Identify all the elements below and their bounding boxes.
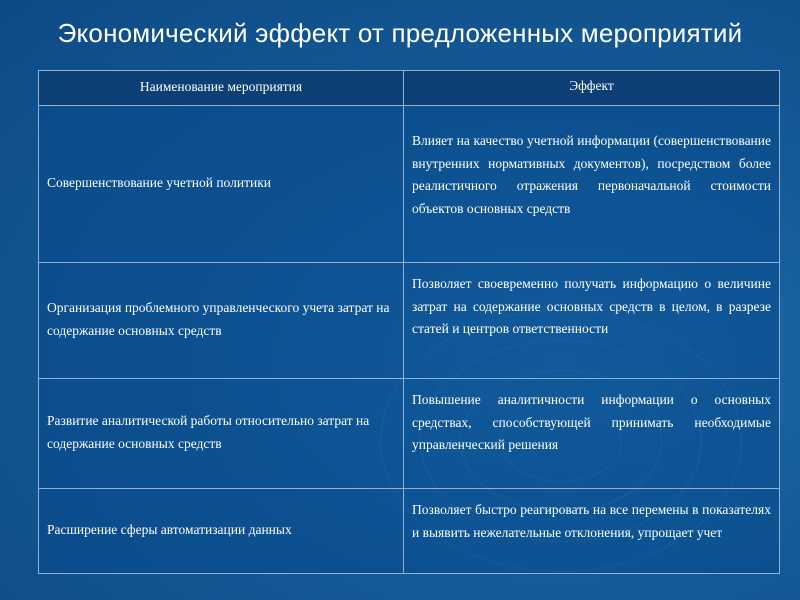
table-row xyxy=(39,378,779,488)
measure-cell: Развитие аналитической работы относительно затрат на содержание основных средств xyxy=(39,379,404,488)
header-effect: Эффект xyxy=(569,77,614,93)
table-header-row xyxy=(39,71,779,105)
measure-cell: Организация проблемного управленческого учета затрат на содержание основных средств xyxy=(39,263,404,378)
slide-title: Экономический эффект от предложенных мероприятий xyxy=(57,18,743,48)
table-row xyxy=(39,262,779,378)
effect-cell: Позволяет быстро реагировать на все перемены в показателях и выявить нежелательные отклонения, упрощает учет xyxy=(412,502,771,540)
effect-cell: Позволяет своевременно получать информацию о величине затрат на содержание основных средств в целом, в разрезе статей и центров ответственности xyxy=(412,276,771,336)
measure-cell: Совершенствование учетной политики xyxy=(39,106,404,262)
table-row xyxy=(39,488,779,573)
measures-table xyxy=(38,70,780,574)
header-measure-name: Наименование мероприятия xyxy=(39,71,404,105)
effect-cell: Повышение аналитичности информации о основных средствах, способствующей принимать необходимые управленческий решения xyxy=(412,392,771,452)
measure-cell: Расширение сферы автоматизации данных xyxy=(39,489,404,573)
effect-cell: Влияет на качество учетной информации (совершенствование внутренних нормативных документов), посредством более реалистичного отражения первоначальной стоимости объектов основных средств xyxy=(412,133,771,216)
table-row xyxy=(39,105,779,262)
